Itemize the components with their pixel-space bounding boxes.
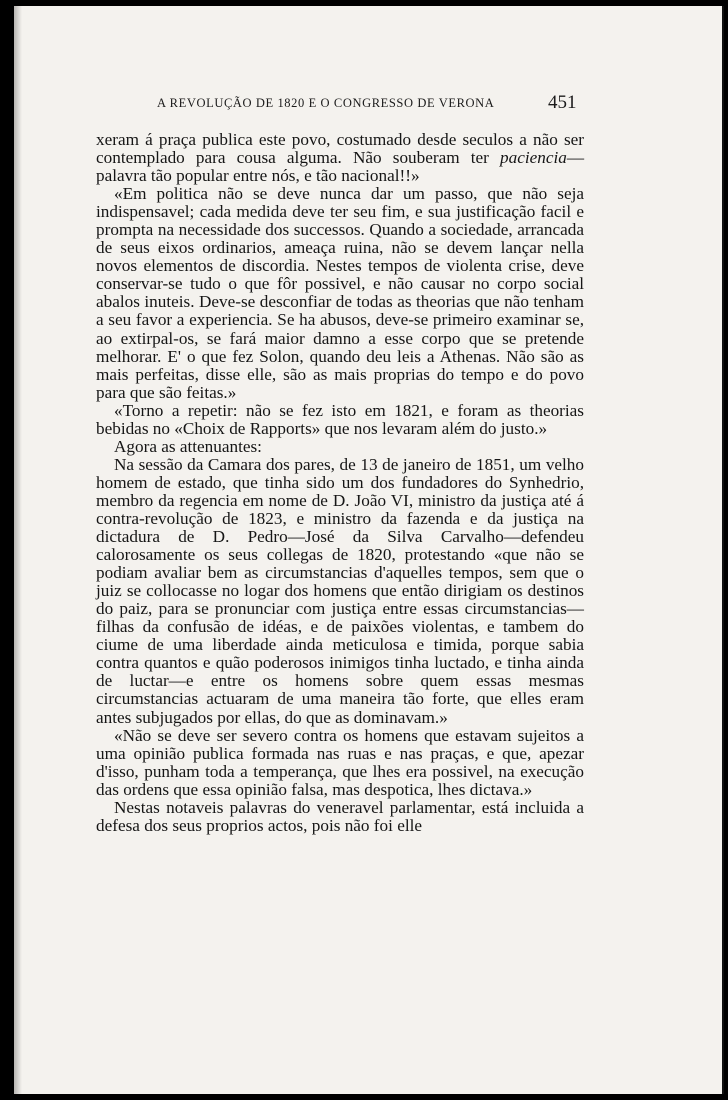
paragraph-1-emphasis: paciencia <box>500 148 567 168</box>
running-header <box>14 94 722 118</box>
paragraph-1-text-a: xeram á praça publica este povo, costumado desde seculos a não ser contemplado para cousa alguma. Não souberam ter <box>96 130 584 168</box>
body-text <box>96 131 584 835</box>
book-page <box>14 6 724 1094</box>
paragraph-2: «Em politica não se deve nunca dar um passo, que não seja indispensavel; cada medida deve ter seu fim, e sua justificação facil e prompta na necessidade dos successos. Quando a sociedade, arrancada de seus eixos ordinarios, ameaça ruina, não se devem lançar nella novos elementos de discordia. Nestes tempos de violenta crise, deve conservar-se tudo o que fôr possivel, e não causar no corpo social abalos inuteis. Deve-se desconfiar de todas as theorias que não tenham a seu favor a experiencia. Se ha abusos, deve-se primeiro examinar se, ao extirpal-os, se fará maior damno a esse corpo que se pretende melhorar. E' o que fez Solon, quando deu leis a Athenas. Não são as mais perfeitas, disse elle, são as mais proprias do tempo e do povo para que são feitas.» <box>96 184 584 402</box>
paragraph-5: Na sessão da Camara dos pares, de 13 de janeiro de 1851, um velho homem de estado, que tinha sido um dos fundadores do Synhedrio, membro da regencia em nome de D. João VI, ministro da justiça até á contra-revolução de 1823, e ministro da fazenda e da justiça na dictadura de D. Pedro—José da Silva Carvalho—defendeu calorosamente os seus collegas de 1820, protestando «que não se podiam avaliar bem as circumstancias d'aquelles tempos, sem que o juiz se collocasse no logar dos homens que então dirigiam os destinos do paiz, para se pronunciar com justiça entre essas circumstancias—filhas da confusão de idéas, e de paixões violentas, e tambem do ciume de uma liberdade ainda meticulosa e timida, porque sabia contra quantos e quão poderosos inimigos tinha luctado, e tinha ainda de luctar—e entre os homens sobre quem essas mesmas circumstancias actuaram de uma maneira tão forte, que elles eram antes subjugados por ellas, do que as dominavam.» <box>96 454 584 727</box>
running-title: A REVOLUÇÃO DE 1820 E O CONGRESSO DE VERONA <box>157 96 495 110</box>
page-number: 451 <box>548 92 577 113</box>
paragraph-3: «Torno a repetir: não se fez isto em 1821, e foram as theorias bebidas no «Choix de Rapports» que nos levaram além do justo.» <box>96 400 584 438</box>
paragraph-6: «Não se deve ser severo contra os homens que estavam sujeitos a uma opinião publica formada nas ruas e nas praças, e que, apezar d'isso, punham toda a temperança, que lhes era possivel, na execução das ordens que essa opinião falsa, mas despotica, lhes dictava.» <box>96 725 584 799</box>
paragraph-7: Nestas notaveis palavras do veneravel parlamentar, está incluida a defesa dos seus proprios actos, pois não foi elle <box>96 797 584 835</box>
paragraph-1-text-b: —palavra tão popular entre nós, e tão nacional!!» <box>96 148 584 186</box>
paragraph-1 <box>96 131 584 185</box>
paragraph-4: Agora as attenuantes: <box>114 436 262 456</box>
page-edge-shadow <box>14 6 22 1094</box>
